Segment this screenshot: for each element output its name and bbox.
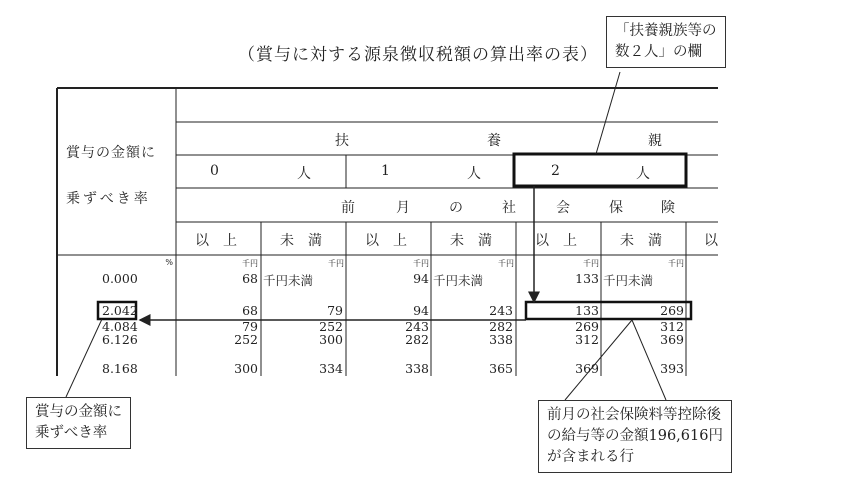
page-title: （賞与に対する源泉徴収税額の算出率の表） xyxy=(238,45,598,65)
rate-1: 2.042 xyxy=(102,303,138,318)
row3-col2: 282 xyxy=(405,332,429,347)
row4-col0: 300 xyxy=(234,361,258,376)
col-miman-1: 未 満 xyxy=(450,233,492,249)
unit-sen-0: 千円 xyxy=(242,259,258,268)
row1-col5: 269 xyxy=(660,303,684,318)
row0-col0: 68 xyxy=(242,271,258,286)
rate-0: 0.000 xyxy=(102,271,138,286)
person-0-unit: 人 xyxy=(297,166,311,182)
row1-col0: 68 xyxy=(242,303,258,318)
callout-left-line2: 乗ずべき率 xyxy=(35,425,108,441)
row3-col4: 312 xyxy=(575,332,599,347)
person-0-number: 0 xyxy=(210,163,219,179)
callout-bottom-line2: の給与等の金額196,616円 xyxy=(547,428,723,444)
callout-left-line1: 賞与の金額に xyxy=(35,404,122,420)
row2-col2: 243 xyxy=(405,319,429,334)
zengetsu-3: 社 xyxy=(502,200,516,216)
callout-top xyxy=(606,16,726,68)
row0-col1: 千円未満 xyxy=(263,273,314,288)
row4-col2: 338 xyxy=(405,361,429,376)
row1-col3: 243 xyxy=(489,303,513,318)
row2-col1: 252 xyxy=(319,319,343,334)
col-miman-2: 未 満 xyxy=(620,233,662,249)
row3-col5: 369 xyxy=(660,332,684,347)
rate-4: 8.168 xyxy=(102,361,138,376)
person-1-number: 1 xyxy=(381,163,390,179)
person-1-unit: 人 xyxy=(467,166,481,182)
row3-col3: 338 xyxy=(489,332,513,347)
row3-col0: 252 xyxy=(234,332,258,347)
col-ijo-3-partial: 以 xyxy=(704,233,718,249)
zengetsu-5: 保 xyxy=(609,200,623,216)
person-2-unit: 人 xyxy=(636,166,650,182)
zengetsu-2: の xyxy=(449,200,463,216)
unit-sen-3: 千円 xyxy=(498,259,514,268)
rate-2: 4.084 xyxy=(102,319,138,334)
unit-sen-1: 千円 xyxy=(328,259,344,268)
zengetsu-1: 月 xyxy=(396,200,410,216)
zengetsu-4: 会 xyxy=(556,200,570,216)
col-ijo-2: 以 上 xyxy=(535,233,577,249)
rate-header-line1: 賞与の金額に xyxy=(66,145,156,161)
callout-left xyxy=(26,397,131,449)
row4-col3: 365 xyxy=(489,361,513,376)
row4-col5: 393 xyxy=(660,361,684,376)
col-miman-0: 未 満 xyxy=(280,233,322,249)
row0-col5: 千円未満 xyxy=(603,273,654,288)
unit-percent: % xyxy=(165,258,173,267)
unit-sen-2: 千円 xyxy=(413,259,429,268)
header-you: 養 xyxy=(487,133,501,149)
zengetsu-6: 険 xyxy=(661,200,675,216)
row1-col1: 79 xyxy=(327,303,343,318)
unit-sen-5: 千円 xyxy=(668,259,684,268)
row2-col0: 79 xyxy=(242,319,258,334)
callout-top-line1: 「扶養親族等の xyxy=(615,23,717,39)
row0-col3: 千円未満 xyxy=(433,273,484,288)
row1-col2: 94 xyxy=(413,303,429,318)
callout-top-line2: 数２人」の欄 xyxy=(615,44,702,60)
rate-3: 6.126 xyxy=(102,332,138,347)
zengetsu-0: 前 xyxy=(341,200,355,216)
unit-sen-4: 千円 xyxy=(583,259,599,268)
row0-col4: 133 xyxy=(575,271,599,286)
header-shin: 親 xyxy=(648,133,662,149)
row0-col2: 94 xyxy=(413,271,429,286)
callout-bottom xyxy=(538,400,732,473)
col-ijo-0: 以 上 xyxy=(195,233,237,249)
row2-col4: 269 xyxy=(575,319,599,334)
col-ijo-1: 以 上 xyxy=(365,233,407,249)
row3-col1: 300 xyxy=(319,332,343,347)
row2-col3: 282 xyxy=(489,319,513,334)
header-fu: 扶 xyxy=(335,133,349,149)
person-2-number: 2 xyxy=(551,163,560,179)
row1-col4: 133 xyxy=(575,303,599,318)
rate-header-line2: 乗ずべき率 xyxy=(66,191,151,207)
row4-col1: 334 xyxy=(319,361,343,376)
row4-col4: 369 xyxy=(575,361,599,376)
callout-bottom-line3: が含まれる行 xyxy=(547,449,634,465)
callout-bottom-line1: 前月の社会保険料等控除後 xyxy=(547,407,721,423)
row2-col5: 312 xyxy=(660,319,684,334)
